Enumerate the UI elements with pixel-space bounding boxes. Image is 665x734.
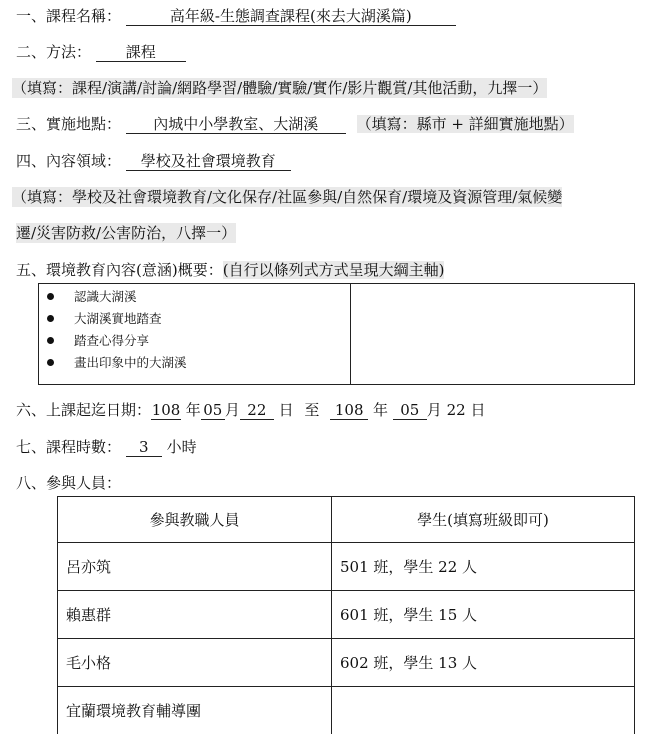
bullet-icon <box>47 359 54 366</box>
participants-table <box>57 496 635 734</box>
table-row <box>58 591 635 639</box>
table-row <box>58 639 635 687</box>
list-item: 大湖溪實地踏查 <box>47 308 187 330</box>
start-year: 108 <box>151 401 181 420</box>
location-row <box>16 114 574 134</box>
course-name-label: 一、課程名稱： <box>16 7 121 25</box>
students-cell: 601 班，學生 15 人 <box>332 591 635 639</box>
method-label: 二、方法： <box>16 43 91 61</box>
summary-row <box>16 260 444 280</box>
date-label: 六、上課起迄日期： <box>16 401 151 419</box>
bullet-icon <box>47 337 54 344</box>
hours-label: 七、課程時數： <box>16 438 121 456</box>
date-to: 至 <box>304 401 319 419</box>
students-cell: 602 班，學生 13 人 <box>332 639 635 687</box>
domain-label: 四、內容領域： <box>16 152 121 170</box>
end-month: 05 <box>393 401 427 420</box>
location-value: 內城中小學教室、大湖溪 <box>126 115 346 134</box>
summary-divider <box>350 284 351 384</box>
hours-unit: 小時 <box>167 438 197 456</box>
staff-cell: 賴惠群 <box>58 591 332 639</box>
header-students: 學生(填寫班級即可) <box>332 497 635 543</box>
participants-row <box>16 473 121 493</box>
course-name-value: 高年級-生態調查課程(來去大湖溪篇) <box>126 7 456 26</box>
method-note: （填寫：課程/演講/討論/網路學習/體驗/實驗/實作/影片觀賞/其他活動，九擇一） <box>12 78 547 98</box>
list-item: 踏查心得分享 <box>47 330 187 352</box>
summary-label: 五、環境教育內容(意涵)概要： <box>16 261 223 279</box>
staff-cell: 呂亦筑 <box>58 543 332 591</box>
list-item: 畫出印象中的大湖溪 <box>47 352 187 374</box>
location-label: 三、實施地點： <box>16 115 121 133</box>
summary-list <box>47 286 187 374</box>
bullet-icon <box>47 293 54 300</box>
summary-box <box>38 283 635 385</box>
start-day: 22 <box>240 401 274 420</box>
end-year: 108 <box>330 401 368 420</box>
staff-cell: 毛小格 <box>58 639 332 687</box>
method-row <box>16 42 186 62</box>
students-cell <box>332 687 635 734</box>
summary-note: (自行以條列式方式呈現大綱主軸) <box>223 261 445 279</box>
list-item: 認識大湖溪 <box>47 286 187 308</box>
students-cell: 501 班，學生 22 人 <box>332 543 635 591</box>
staff-cell: 宜蘭環境教育輔導團 <box>58 687 332 734</box>
table-header-row <box>58 497 635 543</box>
end-day: 22 <box>447 401 466 419</box>
hours-row <box>16 437 197 457</box>
participants-label: 八、參與人員： <box>16 474 121 492</box>
domain-note-line2: 遷/災害防救/公害防治，八擇一） <box>16 223 236 243</box>
table-row <box>58 543 635 591</box>
start-month: 05 <box>201 401 225 420</box>
domain-note-line1: （填寫：學校及社會環境教育/文化保存/社區參與/自然保育/環境及資源管理/氣候變 <box>12 187 562 207</box>
domain-row <box>16 151 291 171</box>
bullet-icon <box>47 315 54 322</box>
table-row <box>58 687 635 734</box>
hours-value: 3 <box>126 438 162 457</box>
domain-value: 學校及社會環境教育 <box>126 152 291 171</box>
method-value: 課程 <box>96 43 186 62</box>
location-note: （填寫：縣市 + 詳細實施地點） <box>357 115 574 133</box>
date-row: 六、上課起迄日期：108 年 05 月 22 日 至 108 年 05 月 22 日 <box>16 400 485 420</box>
header-staff: 參與教職人員 <box>58 497 332 543</box>
course-name-row <box>16 6 456 26</box>
